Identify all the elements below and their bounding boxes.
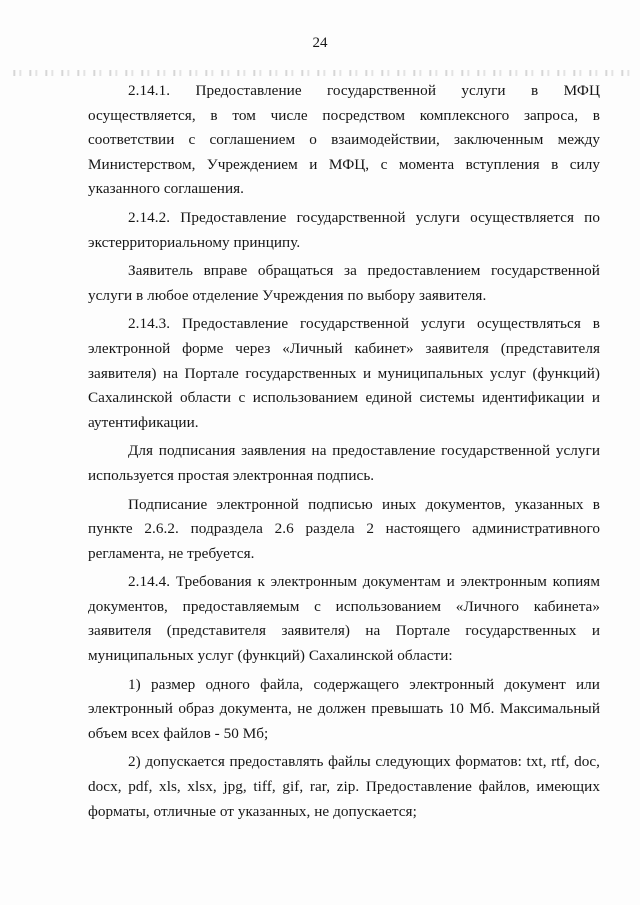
page-number: 24: [312, 35, 328, 51]
paragraph-2-14-1: 2.14.1. Предоставление государственной услуги в МФЦ осуществляется, в том числе посредством комплексного запроса, в соответствии с соглашением о взаимодействии, заключенным между Министерством, Учреждением и МФЦ, с момента вступления в силу указанного соглашения.: [88, 82, 600, 198]
paragraph-applicant-right: Заявитель вправе обращаться за предоставлением государственной услуги в любое отделение Учреждения по выбору заявителя.: [88, 262, 600, 304]
list-item-file-formats: 2) допускается предоставлять файлы следующих форматов: txt, rtf, doc, docx, pdf, xls, xlsx, jpg, tiff, gif, rar, zip. Предоставление файлов, имеющих форматы, отличные от указанных, не допускается;: [88, 753, 600, 820]
paragraph-2-14-3: 2.14.3. Предоставление государственной услуги осуществляться в электронной форме через «Личный кабинет» заявителя (представителя заявителя) на Портале государственных и муниципальных услуг (функций) Сахалинской области с использованием единой системы идентификации и аутентификации.: [88, 315, 600, 431]
document-body: [88, 79, 600, 824]
list-item-file-size: 1) размер одного файла, содержащего электронный документ или электронный образ документа, не должен превышать 10 Мб. Максимальный объем всех файлов - 50 Мб;: [88, 675, 600, 742]
paragraph-other-documents-signature: Подписание электронной подписью иных документов, указанных в пункте 2.6.2. подраздела 2.6 раздела 2 настоящего административного регламента, не требуется.: [88, 495, 600, 562]
paragraph-2-14-2: 2.14.2. Предоставление государственной услуги осуществляется по экстерриториальному принципу.: [88, 208, 600, 251]
paragraph-simple-signature: Для подписания заявления на предоставление государственной услуги используется простая электронная подпись.: [88, 442, 600, 484]
paragraph-2-14-4: 2.14.4. Требования к электронным документам и электронным копиям документов, предоставляемым с использованием «Личного кабинета» заявителя (представителя заявителя) на Портале государственных и муниципальных услуг (функций) Сахалинской области:: [88, 573, 600, 665]
scan-artifact-line: [6, 70, 632, 76]
